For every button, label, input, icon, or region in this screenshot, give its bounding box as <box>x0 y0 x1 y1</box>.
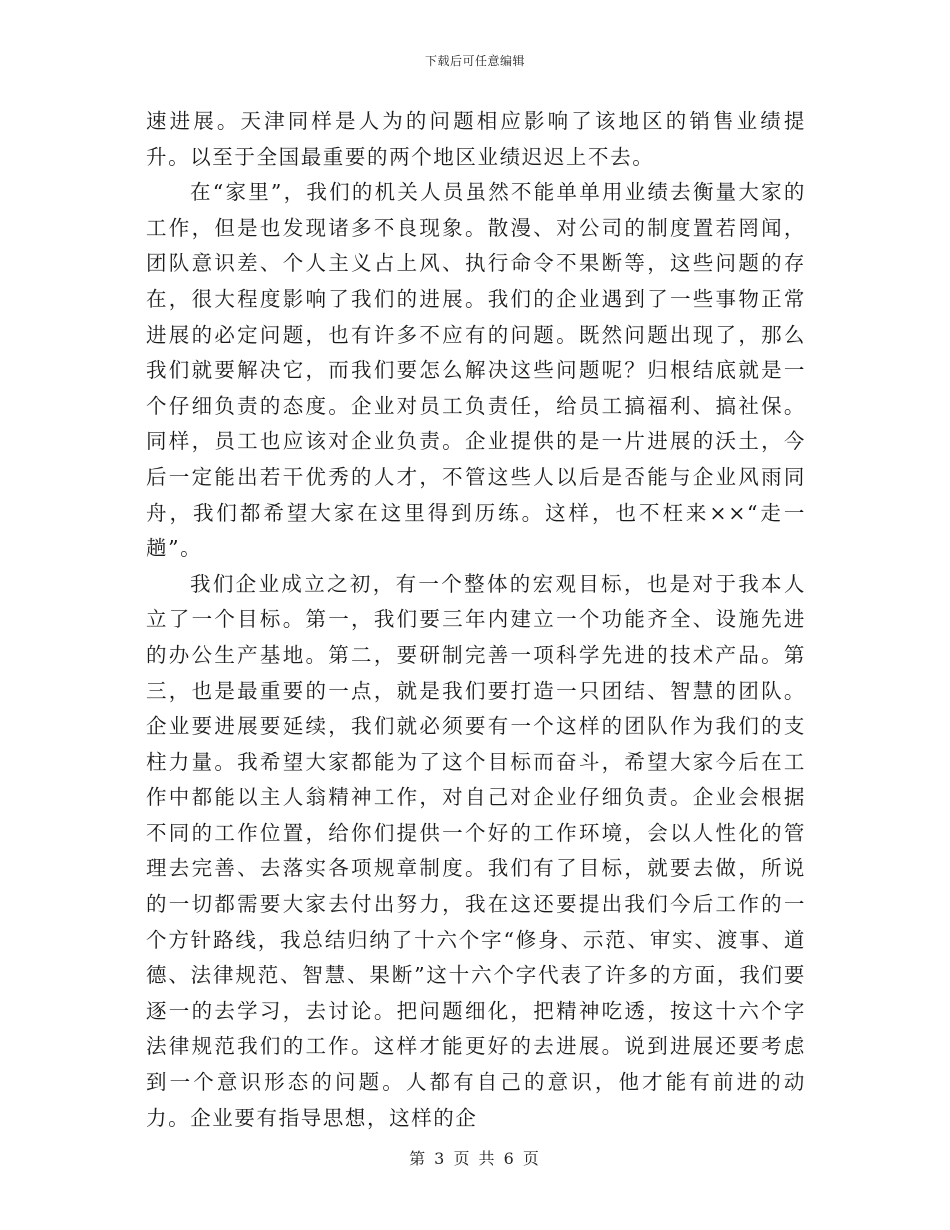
paragraph-continued: 速进展。天津同样是人为的问题相应影响了该地区的销售业绩提升。以至于全国最重要的两个地区业绩迟迟上不去。 <box>146 109 806 169</box>
document-body <box>146 104 806 1136</box>
page-footer: 第 3 页 共 6 页 <box>409 1149 541 1168</box>
paragraph-company-goals: 我们企业成立之初，有一个整体的宏观目标，也是对于我本人立了一个目标。第一，我们要三年内建立一个功能齐全、设施先进的办公生产基地。第二，要研制完善一项科学先进的技术产品。第三，也是最重要的一点，就是我们要打造一只团结、智慧的团队。企业要进展要延续，我们就必须要有一个这样的团队作为我们的支柱力量。我希望大家都能为了这个目标而奋斗，希望大家今后在工作中都能以主人翁精神工作，对自己对企业仔细负责。企业会根据不同的工作位置，给你们提供一个好的工作环境，会以人性化的管理去完善、去落实各项规章制度。我们有了目标，就要去做，所说的一切都需要大家去付出努力，我在这还要提出我们今后工作的一个方针路线，我总结归纳了十六个字“修身、示范、审实、渡事、道德、法律规范、智慧、果断”这十六个字代表了许多的方面，我们要逐一的去学习，去讨论。把问题细化，把精神吃透，按这十六个字法律规范我们的工作。这样才能更好的去进展。说到进展还要考虑到一个意识形态的问题。人都有自己的意识，他才能有前进的动力。企业要有指导思想，这样的企 <box>146 571 806 1130</box>
page-header: 下载后可任意编辑 <box>424 54 525 68</box>
paragraph-home-issues: 在“家里”，我们的机关人员虽然不能单单用业绩去衡量大家的工作，但是也发现诸多不良现象。散漫、对公司的制度置若罔闻，团队意识差、个人主义占上风、执行命令不果断等，这些问题的存在，很大程度影响了我们的进展。我们的企业遇到了一些事物正常进展的必定问题，也有许多不应有的问题。既然问题出现了，那么我们就要解决它，而我们要怎么解决这些问题呢？归根结底就是一个仔细负责的态度。企业对员工负责任，给员工搞福利、搞社保。同样，员工也应该对企业负责。企业提供的是一片进展的沃土，今后一定能出若干优秀的人才，不管这些人以后是否能与企业风雨同舟，我们都希望大家在这里得到历练。这样，也不枉来××“走一趟”。 <box>146 180 806 561</box>
